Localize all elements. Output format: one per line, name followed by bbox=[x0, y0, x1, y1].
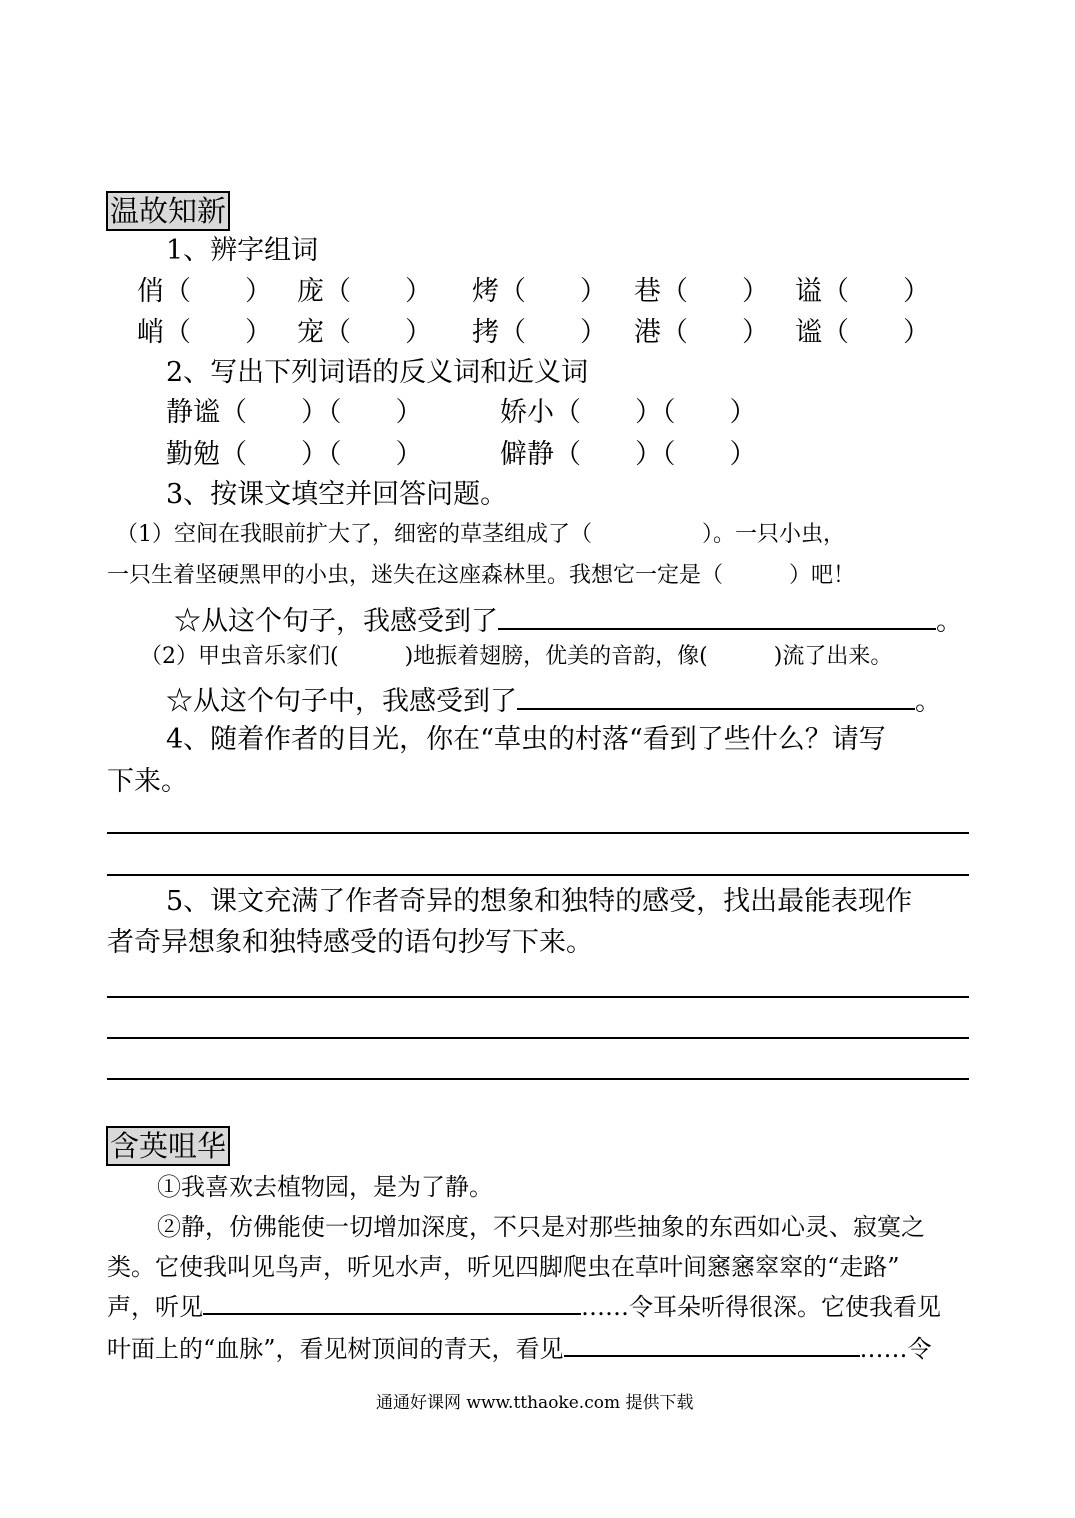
q3-feeling2-suffix: 。 bbox=[915, 686, 942, 717]
q2-r1-c2: 娇小（ ）（ ） bbox=[500, 397, 757, 428]
reading-para2-line2: 类。它使我叫见鸟声，听见水声，听见四脚爬虫在草叶间窸窸窣窣的“走路” bbox=[107, 1253, 900, 1281]
q1-r1-c5: 谥（ ） bbox=[795, 276, 930, 307]
reading-line4-suffix: ……令 bbox=[859, 1335, 932, 1363]
q1-r1-c3: 烤（ ） bbox=[472, 276, 607, 307]
reading-line3-suffix: ……令耳朵听得很深。它使我看见 bbox=[581, 1293, 941, 1321]
q2-r1-c1: 静谧（ ）（ ） bbox=[166, 397, 423, 428]
q1-heading: 1、辨字组词 bbox=[166, 235, 319, 266]
q1-r2-c1: 峭（ ） bbox=[137, 317, 272, 348]
q3-passage1-line2: 一只生着坚硬黑甲的小虫，迷失在这座森林里。我想它一定是（ ）吧！ bbox=[107, 563, 856, 588]
q3-passage2: （2）甲虫音乐家们( )地振着翅膀，优美的音韵，像( )流了出来。 bbox=[140, 644, 893, 669]
q3-feeling2-answer-line[interactable] bbox=[517, 682, 915, 710]
q1-r1-c2: 庞（ ） bbox=[297, 276, 432, 307]
reading-line3-prefix: 声，听见 bbox=[107, 1293, 203, 1321]
q3-heading: 3、按课文填空并回答问题。 bbox=[166, 479, 508, 510]
q5-answer-line-3[interactable] bbox=[107, 1078, 969, 1080]
reading-para2-line3 bbox=[107, 1291, 941, 1323]
q2-r2-c2: 僻静（ ）（ ） bbox=[500, 439, 757, 470]
q4-answer-line-1[interactable] bbox=[107, 832, 969, 834]
q3-feeling2 bbox=[166, 682, 942, 719]
q5-line2: 者奇异想象和独特感受的语句抄写下来。 bbox=[107, 927, 593, 958]
footer-source: 通通好课网 www.tthaoke.com 提供下载 bbox=[376, 1393, 694, 1413]
q2-r2-c1: 勤勉（ ）（ ） bbox=[166, 439, 423, 470]
reading-para2-line4 bbox=[107, 1333, 932, 1365]
q3-feeling1-suffix: 。 bbox=[936, 606, 963, 637]
reading-para1: ①我喜欢去植物园，是为了静。 bbox=[157, 1173, 493, 1201]
q1-r2-c2: 宠（ ） bbox=[297, 317, 432, 348]
reading-blank-1[interactable] bbox=[203, 1291, 581, 1315]
q3-feeling1 bbox=[174, 602, 963, 639]
q5-line1: 5、课文充满了作者奇异的想象和独特的感受，找出最能表现作 bbox=[166, 886, 913, 917]
section-title-reading: 含英咀华 bbox=[106, 1126, 230, 1166]
q4-line1: 4、随着作者的目光，你在“草虫的村落“看到了些什么？请写 bbox=[166, 724, 886, 755]
q4-answer-line-2[interactable] bbox=[107, 874, 969, 876]
q2-heading: 2、写出下列词语的反义词和近义词 bbox=[166, 357, 589, 388]
q3-feeling1-answer-line[interactable] bbox=[498, 602, 936, 630]
q1-r2-c5: 谧（ ） bbox=[795, 317, 930, 348]
reading-para2-line1: ②静，仿佛能使一切增加深度，不只是对那些抽象的东西如心灵、寂寞之 bbox=[157, 1213, 925, 1241]
q5-answer-line-2[interactable] bbox=[107, 1037, 969, 1039]
q1-r1-c4: 巷（ ） bbox=[634, 276, 769, 307]
q4-line2: 下来。 bbox=[107, 766, 188, 797]
q3-feeling1-prefix: ☆从这个句子，我感受到了 bbox=[174, 606, 498, 637]
q1-r1-c1: 俏（ ） bbox=[137, 276, 272, 307]
reading-line4-prefix: 叶面上的“血脉”，看见树顶间的青天，看见 bbox=[107, 1335, 564, 1363]
q5-answer-line-1[interactable] bbox=[107, 996, 969, 998]
q1-r2-c4: 港（ ） bbox=[634, 317, 769, 348]
section-title-review: 温故知新 bbox=[106, 191, 230, 231]
reading-blank-2[interactable] bbox=[564, 1333, 860, 1357]
q1-r2-c3: 拷（ ） bbox=[472, 317, 607, 348]
q3-passage1-line1: （1）空间在我眼前扩大了，细密的草茎组成了（ ）。一只小虫， bbox=[116, 522, 845, 547]
q3-feeling2-prefix: ☆从这个句子中，我感受到了 bbox=[166, 686, 517, 717]
